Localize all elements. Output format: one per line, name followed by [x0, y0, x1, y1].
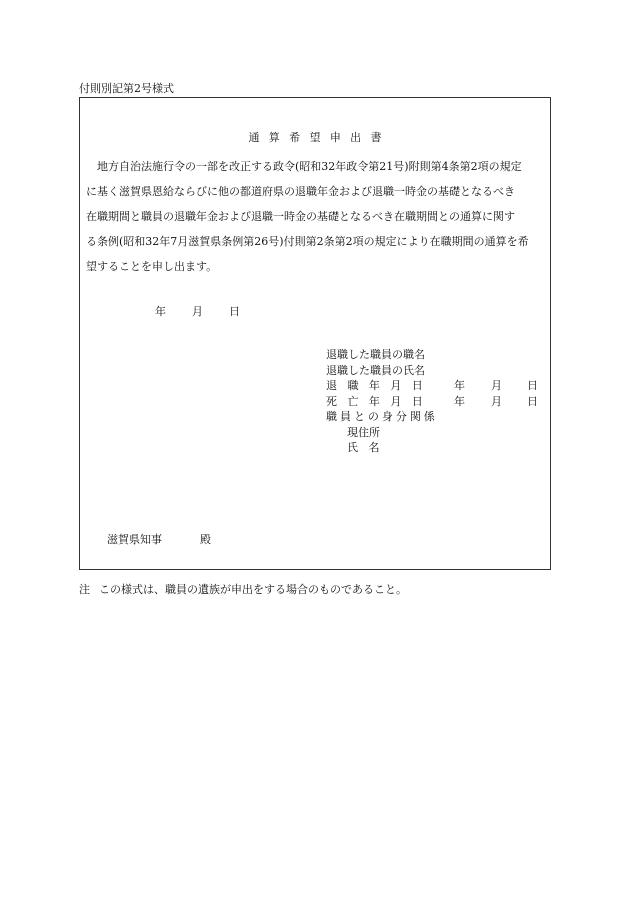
- retirement-date-label: 退職年月日: [326, 379, 434, 392]
- note-text: この様式は、職員の遺族が申出をする場合のものであること。: [99, 583, 407, 596]
- addressee-honorific: 殿: [200, 533, 211, 546]
- death-date-row: [326, 394, 551, 410]
- form-number-label: 付則別記第2号様式: [79, 82, 174, 95]
- date-month-label: 月: [192, 305, 203, 318]
- relationship-label: 職員との身分関係: [326, 410, 438, 423]
- body-line-5: 望することを申し出ます。: [86, 260, 218, 273]
- address-label: 現住所: [347, 425, 380, 439]
- retired-position-row: [326, 347, 551, 363]
- retired-name-label: 退職した職員の氏名: [326, 363, 425, 377]
- body-line-4: る条例(昭和32年7月滋賀県条例第26号)付則第2条第2項の規定により在職期間の通算を希: [86, 235, 529, 248]
- address-row: [326, 425, 551, 441]
- form-note: [79, 581, 407, 597]
- applicant-info-block: [326, 347, 551, 456]
- applicant-name-label: 氏名: [347, 441, 390, 454]
- date-day-label: 日: [229, 305, 240, 318]
- applicant-name-row: [326, 440, 551, 456]
- body-line-1: 地方自治法施行令の一部を改正する政令(昭和32年政令第21号)附則第4条第2項の規定: [86, 160, 522, 173]
- retirement-day: 日: [527, 379, 538, 392]
- death-day: 日: [527, 394, 538, 408]
- death-month: 月: [491, 394, 502, 408]
- body-line-2: に基く滋賀県恩給ならびに他の都道府県の退職年金および退職一時金の基礎となるべき: [86, 185, 515, 198]
- body-line-3: 在職期間と職員の退職年金および退職一時金の基礎となるべき在職期間との通算に関す: [86, 210, 515, 223]
- application-date: [155, 303, 240, 319]
- note-mark: 注: [79, 583, 90, 596]
- retirement-month: 月: [491, 379, 502, 392]
- death-year: 年: [454, 394, 465, 408]
- retirement-date-row: [326, 378, 551, 394]
- application-body-text: [86, 154, 542, 279]
- document-title: 通算希望申出書: [248, 131, 391, 144]
- date-year-label: 年: [155, 305, 166, 318]
- addressee: 滋賀県知事: [107, 533, 162, 546]
- death-date-label: 死亡年月日: [326, 394, 434, 408]
- retirement-year: 年: [454, 379, 465, 392]
- retired-position-label: 退職した職員の職名: [326, 348, 425, 361]
- retired-name-row: [326, 363, 551, 379]
- relationship-row: [326, 409, 551, 425]
